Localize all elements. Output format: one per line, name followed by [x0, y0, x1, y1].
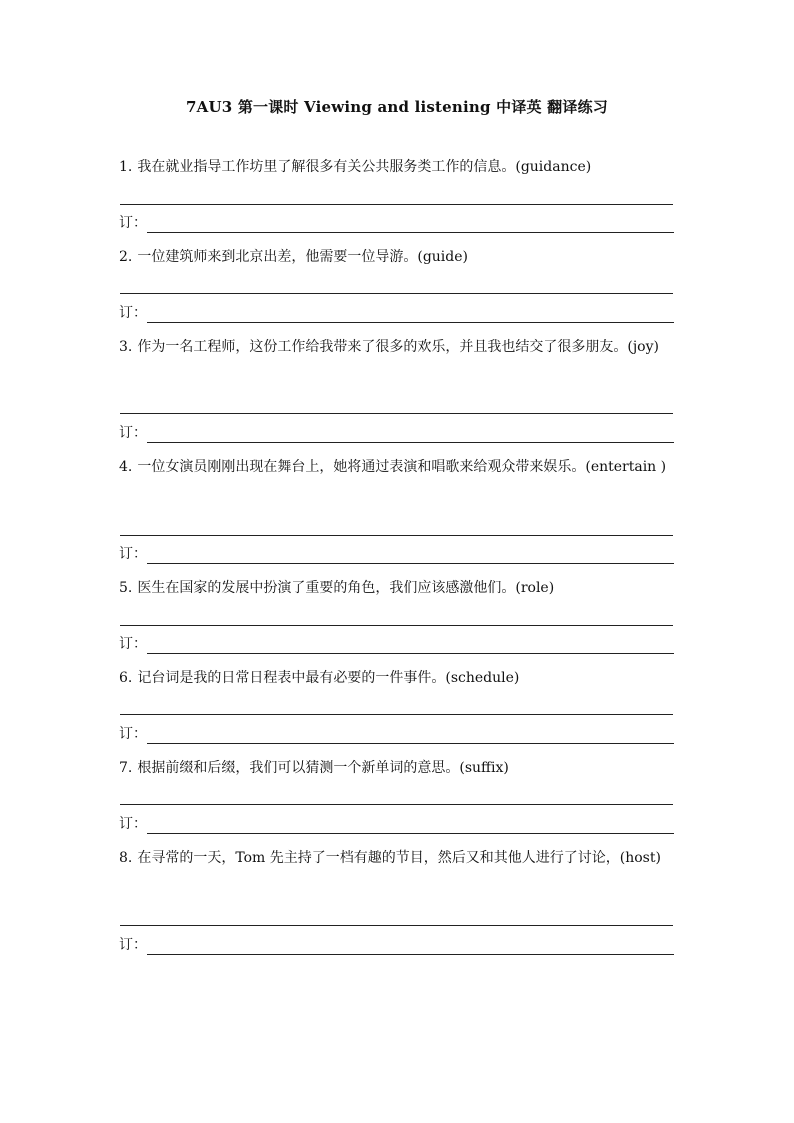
- correction-label: 订：: [119, 726, 147, 742]
- question-number: 2.: [119, 249, 133, 265]
- answer-line[interactable]: [120, 293, 673, 294]
- question-text: 一位建筑师来到北京出差，他需要一位导游。(guide): [137, 249, 468, 265]
- answer-line[interactable]: [120, 925, 673, 926]
- correction-label: 订：: [119, 305, 147, 321]
- correction-label: 订：: [119, 937, 147, 953]
- question-7: [119, 753, 679, 783]
- question-number: 3.: [119, 339, 133, 355]
- correction-row[interactable]: [119, 935, 674, 955]
- answer-line[interactable]: [120, 413, 673, 414]
- question-text: 一位女演员刚刚出现在舞台上，她将通过表演和唱歌来给观众带来娱乐。(entertain ): [137, 459, 667, 475]
- correction-line[interactable]: [147, 232, 674, 233]
- question-number: 7.: [119, 760, 133, 776]
- correction-line[interactable]: [147, 954, 674, 955]
- correction-row[interactable]: [119, 423, 674, 443]
- question-text: 医生在国家的发展中扮演了重要的角色，我们应该感激他们。(role): [137, 580, 555, 596]
- question-number: 8.: [119, 850, 133, 866]
- correction-label: 订：: [119, 425, 147, 441]
- question-number: 6.: [119, 670, 133, 686]
- correction-line[interactable]: [147, 833, 674, 834]
- answer-line[interactable]: [120, 204, 673, 205]
- correction-row[interactable]: [119, 303, 674, 323]
- correction-line[interactable]: [147, 442, 674, 443]
- correction-label: 订：: [119, 215, 147, 231]
- question-3: [119, 332, 679, 362]
- answer-line[interactable]: [120, 714, 673, 715]
- correction-row[interactable]: [119, 724, 674, 744]
- answer-line[interactable]: [120, 804, 673, 805]
- question-number: 1.: [119, 159, 133, 175]
- question-8: [119, 843, 679, 873]
- question-number: 5.: [119, 580, 133, 596]
- correction-line[interactable]: [147, 653, 674, 654]
- answer-line[interactable]: [120, 625, 673, 626]
- correction-row[interactable]: [119, 213, 674, 233]
- question-text: 根据前缀和后缀，我们可以猜测一个新单词的意思。(suffix): [137, 760, 509, 776]
- question-2: [119, 242, 679, 272]
- question-5: [119, 573, 679, 603]
- correction-label: 订：: [119, 816, 147, 832]
- question-4: [119, 452, 679, 482]
- correction-label: 订：: [119, 546, 147, 562]
- question-number: 4.: [119, 459, 133, 475]
- answer-line[interactable]: [120, 535, 673, 536]
- page-title: 7AU3 第一课时 Viewing and listening 中译英 翻译练习: [186, 98, 608, 116]
- question-6: [119, 663, 679, 693]
- correction-row[interactable]: [119, 814, 674, 834]
- question-text: 我在就业指导工作坊里了解很多有关公共服务类工作的信息。(guidance): [137, 159, 592, 175]
- question-1: [119, 152, 679, 182]
- question-text: 作为一名工程师，这份工作给我带来了很多的欢乐，并且我也结交了很多朋友。(joy): [137, 339, 659, 355]
- correction-line[interactable]: [147, 322, 674, 323]
- correction-line[interactable]: [147, 743, 674, 744]
- correction-line[interactable]: [147, 563, 674, 564]
- correction-label: 订：: [119, 636, 147, 652]
- question-text: 记台词是我的日常日程表中最有必要的一件事件。(schedule): [137, 670, 520, 686]
- correction-row[interactable]: [119, 634, 674, 654]
- question-text: 在寻常的一天，Tom 先主持了一档有趣的节目，然后又和其他人进行了讨论，(host): [137, 850, 661, 866]
- correction-row[interactable]: [119, 544, 674, 564]
